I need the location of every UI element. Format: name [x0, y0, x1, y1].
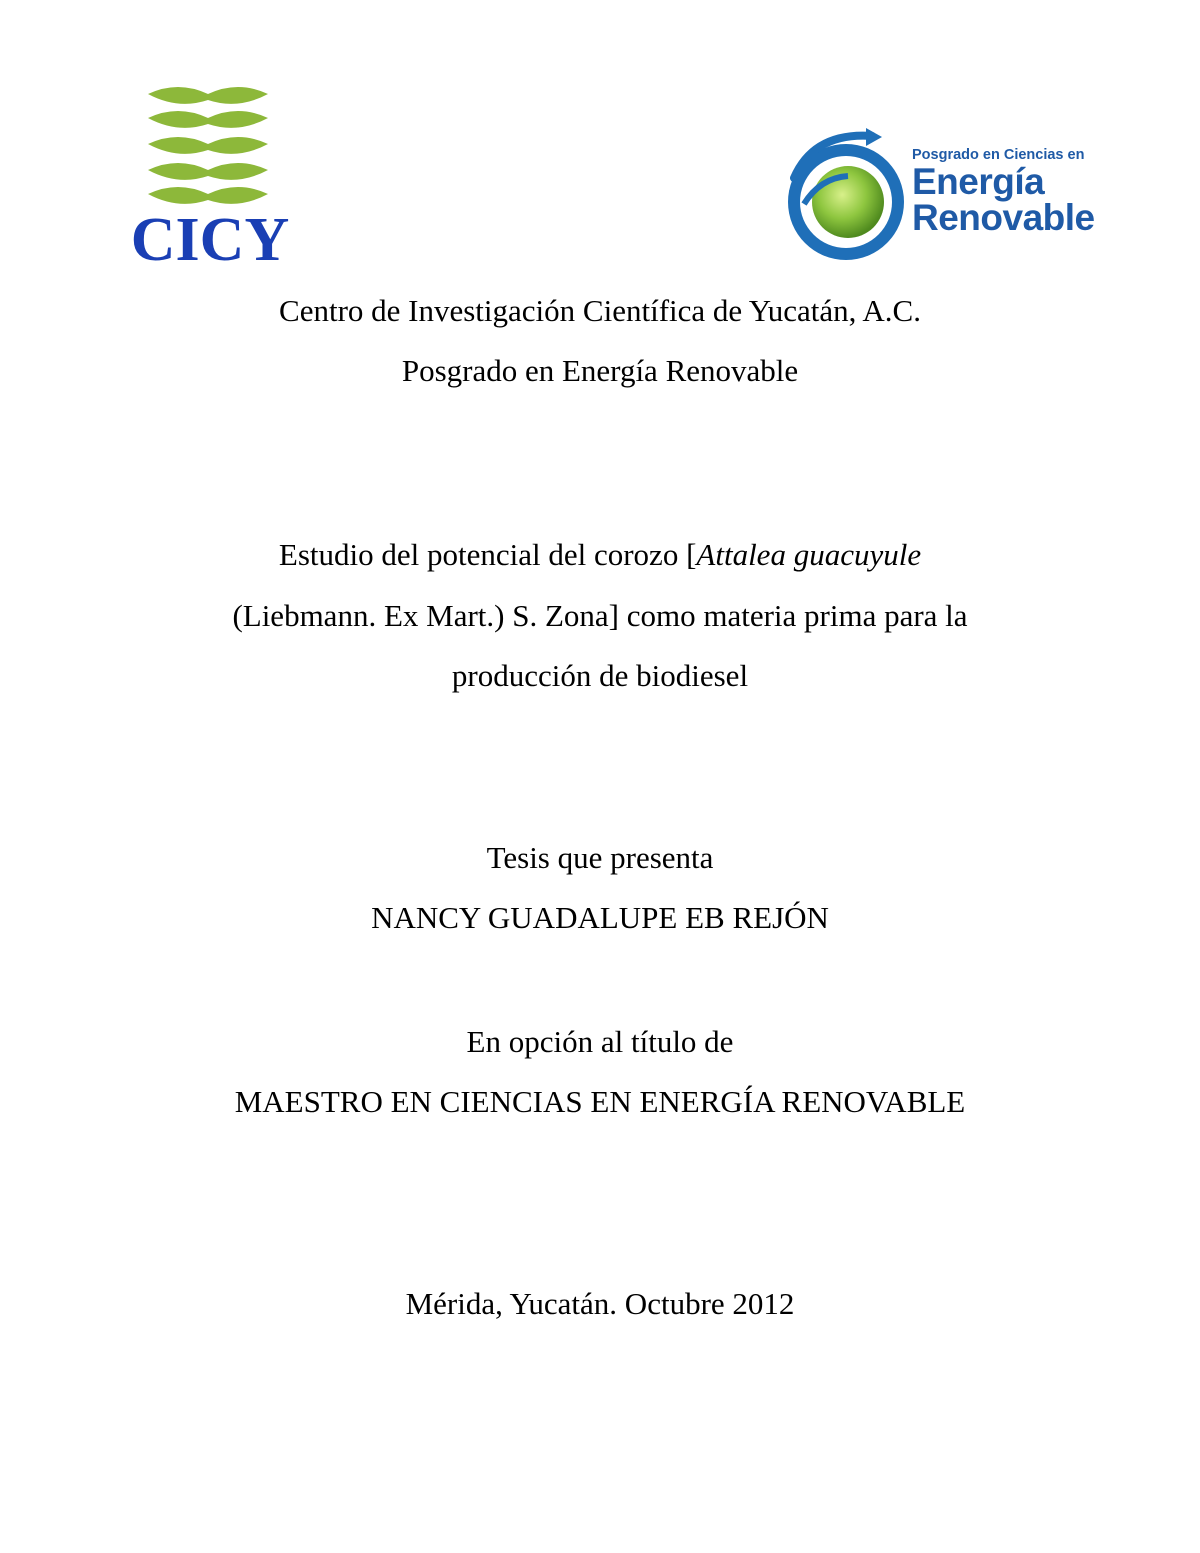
energia-renovable-logo [784, 128, 1116, 262]
institution-name: Centro de Investigación Científica de Yucatán, A.C. [279, 293, 921, 328]
thesis-title-line-3: producción de biodiesel [451, 658, 749, 693]
place-date: Mérida, Yucatán. Octubre 2012 [405, 1286, 795, 1321]
thesis-title-line-2: (Liebmann. Ex Mart.) S. Zona] como materia prima para la [232, 598, 968, 633]
thesis-title-line-1 [0, 535, 1200, 575]
logo-subtitle: Posgrado en Ciencias en [912, 147, 1085, 163]
program-name: Posgrado en Energía Renovable [401, 353, 799, 388]
cicy-logo [128, 84, 298, 266]
logo-word-energia: Energía [912, 161, 1045, 202]
cicy-leaves-icon [128, 84, 298, 266]
presenter-name: NANCY GUADALUPE EB REJÓN [371, 900, 829, 935]
energy-globe-icon [784, 128, 908, 262]
thesis-title-prefix: Estudio del potencial del corozo [ [278, 537, 697, 572]
logo-word-renovable: Renovable [912, 197, 1095, 238]
degree-name: MAESTRO EN CIENCIAS EN ENERGÍA RENOVABLE [234, 1084, 966, 1119]
cicy-wordmark: CICY [130, 206, 290, 266]
thesis-title-species: Attalea guacuyule [696, 537, 922, 572]
degree-label: En opción al título de [466, 1024, 734, 1059]
presenter-label: Tesis que presenta [486, 840, 714, 875]
